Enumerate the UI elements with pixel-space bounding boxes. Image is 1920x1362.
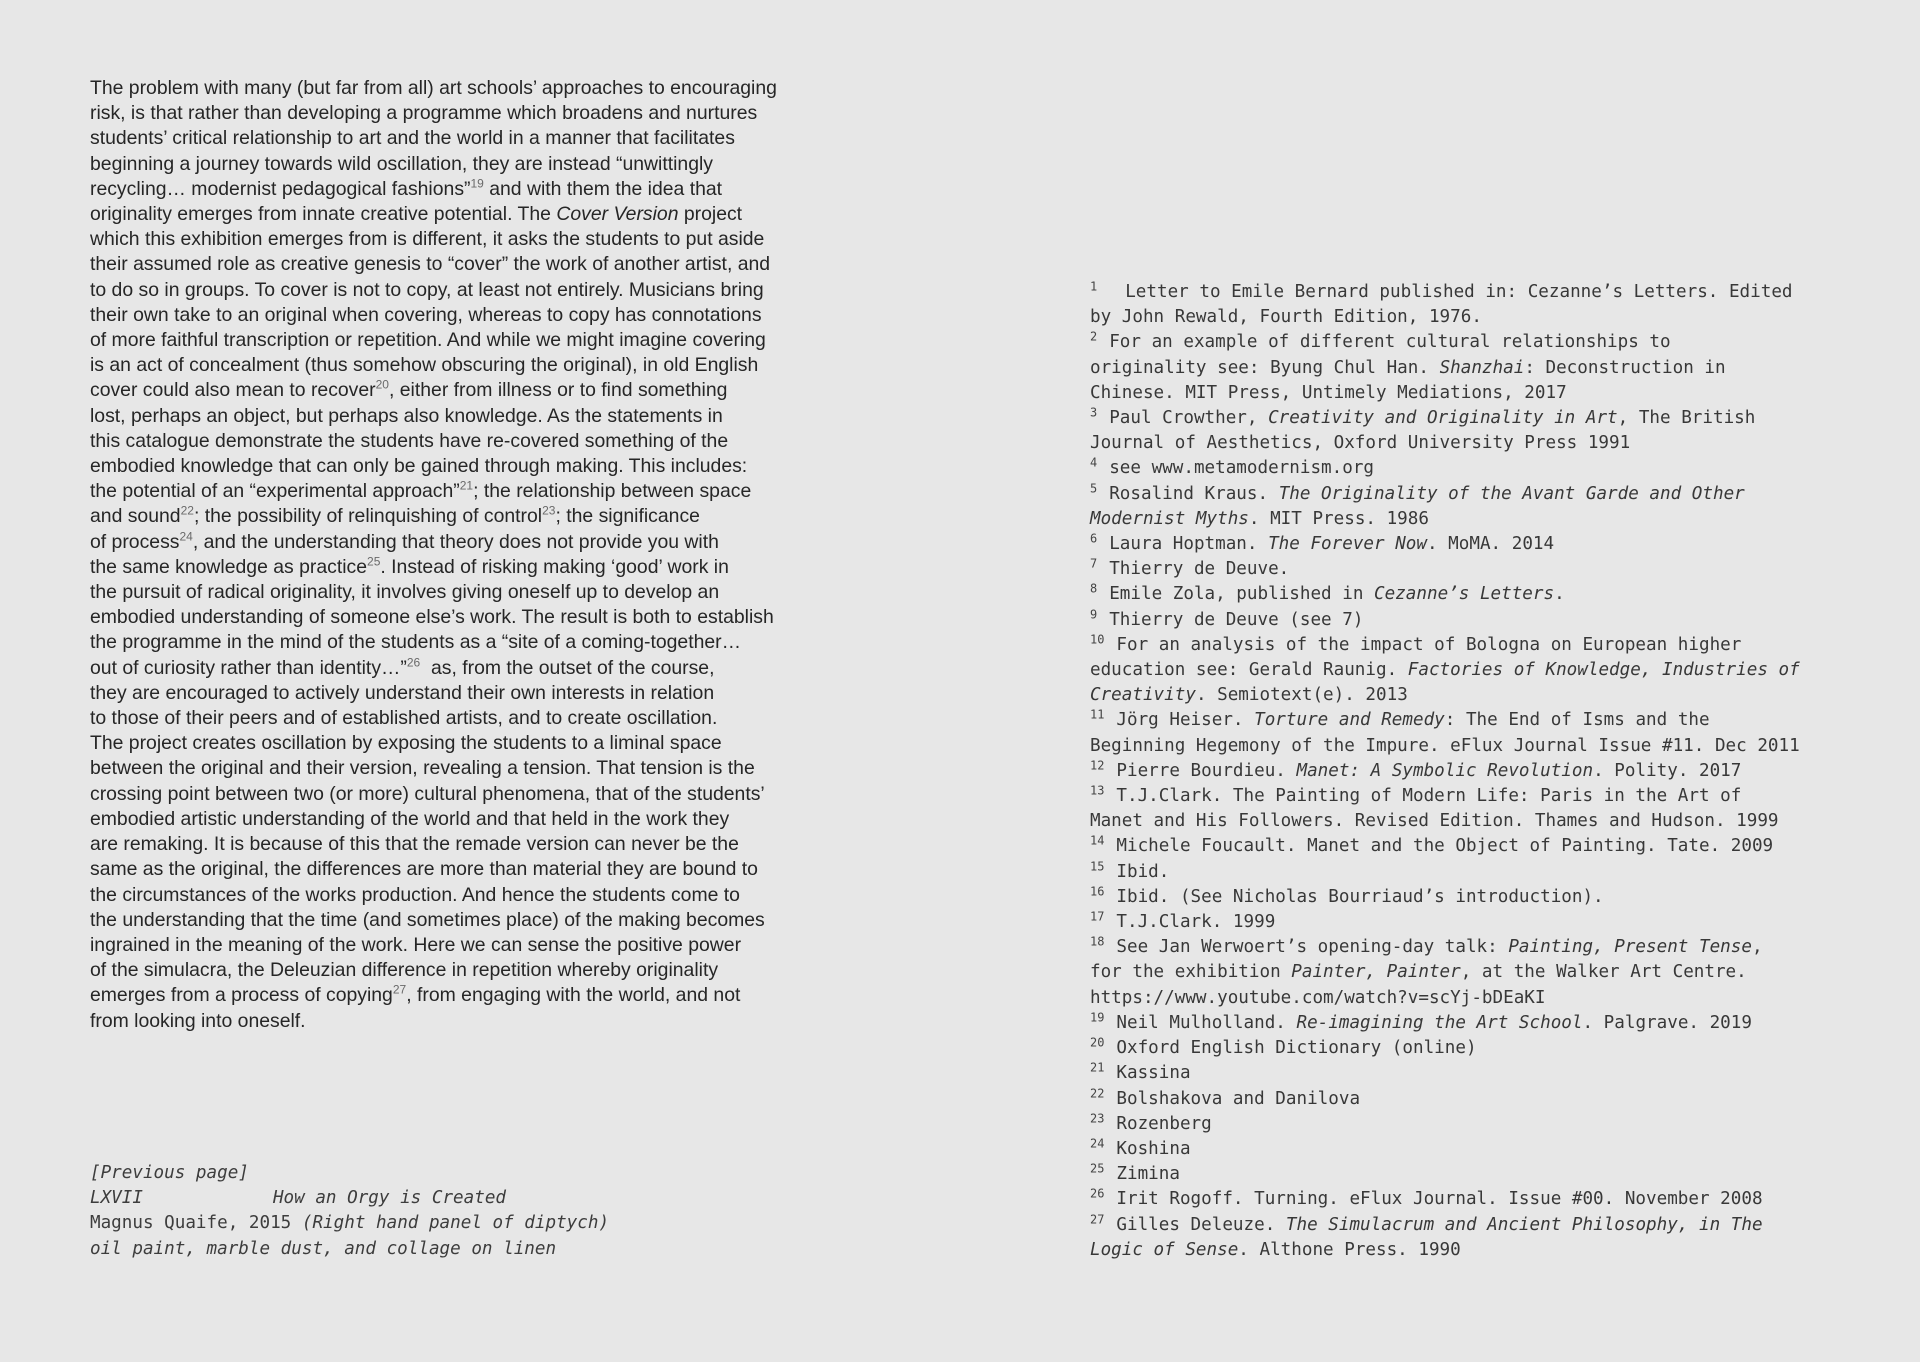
- essay-line: recycling… modernist pedagogical fashions”$^{19}$ and with them the idea that: [90, 176, 723, 200]
- footnotes-list: [1090, 280, 1890, 1263]
- essay-line: lost, perhaps an object, but perhaps also knowledge. As the statements in: [90, 404, 723, 427]
- essay-line: the pursuit of radical originality, it involves giving oneself up to develop an: [90, 581, 720, 604]
- essay-line: they are encouraged to actively understand their own interests in relation: [90, 681, 715, 704]
- image-caption: [90, 1161, 609, 1262]
- essay-line: out of curiosity rather than identity…”$^{26}$ as, from the outset of the course,: [90, 655, 715, 679]
- footnote-ref: 27: [392, 982, 407, 997]
- footnote: $^6$ Laura Hoptman. The Forever Now. MoMA. 2014: [1090, 531, 1555, 555]
- essay-line: beginning a journey towards wild oscillation, they are instead “unwittingly: [90, 152, 714, 175]
- essay-line: to those of their peers and of established artists, and to create oscillation.: [90, 707, 718, 730]
- essay-line: emerges from a process of copying$^{27}$, from engaging with the world, and not: [90, 982, 741, 1007]
- footnote-cont: Creativity. Semiotext(e). 2013: [1090, 685, 1408, 706]
- artwork-title: How an Orgy is Created: [272, 1188, 507, 1209]
- footnote-ref: 22: [180, 504, 194, 518]
- essay-line: The problem with many (but far from all) art schools’ approaches to encouraging: [90, 77, 777, 99]
- footnote: $^{11}$ Jörg Heiser. Torture and Remedy: The End of Isms and the: [1090, 707, 1710, 731]
- plate-number: LXVII: [90, 1188, 143, 1209]
- essay-line: of process$^{24}$, and the understanding that theory does not provide you with: [90, 529, 719, 553]
- essay-line: the programme in the mind of the students as a “site of a coming-together…: [90, 631, 741, 654]
- footnote: $^{25}$ Zimina: [1090, 1161, 1180, 1185]
- footnote-cont: for the exhibition Painter, Painter, at the Walker Art Centre.: [1090, 962, 1747, 983]
- footnote-ref: 19: [470, 176, 484, 191]
- essay-line: originality emerges from innate creative potential. The Cover Version project: [90, 203, 743, 226]
- essay-line: embodied artistic understanding of the world and that held in the work they: [90, 807, 730, 830]
- essay-line: students’ critical relationship to art and the world in a manner that facilitates: [90, 127, 735, 150]
- footnote: $^{27}$ Gilles Deleuze. The Simulacrum and Ancient Philosophy, in The: [1090, 1211, 1763, 1235]
- footnote: $^9$ Thierry de Deuve (see 7): [1090, 607, 1364, 630]
- essay-line: of more faithful transcription or repetition. And while we might imagine covering: [90, 329, 766, 352]
- footnote: $^{14}$ Michele Foucault. Manet and the Object of Painting. Tate. 2009: [1090, 833, 1774, 857]
- footnote-ref: 23: [542, 504, 556, 518]
- essay-line: The project creates oscillation by exposing the students to a liminal space: [90, 732, 722, 755]
- footnote: $^{15}$ Ibid.: [1090, 859, 1170, 882]
- essay-line: are remaking. It is because of this that the remade version can never be the: [90, 833, 739, 856]
- footnote: $^1$ Letter to Emile Bernard published in: Cezanne’s Letters. Edited: [1090, 279, 1793, 302]
- footnote-cont: Journal of Aesthetics, Oxford University Press 1991: [1090, 433, 1631, 454]
- footnote-cont: originality see: Byung Chul Han. Shanzhai: Deconstruction in: [1090, 357, 1726, 378]
- essay-line: the potential of an “experimental approach”$^{21}$; the relationship between space: [90, 478, 752, 503]
- project-title: Cover Version: [556, 203, 679, 226]
- essay-line: cover could also mean to recover$^{20}$, either from illness or to find something: [90, 377, 728, 402]
- footnote-cont: Modernist Myths. MIT Press. 1986: [1090, 508, 1429, 529]
- footnote-ref: 26: [406, 655, 421, 670]
- essay-line: this catalogue demonstrate the students have re-covered something of the: [90, 429, 729, 452]
- essay-line: embodied knowledge that can only be gained through making. This includes:: [90, 455, 748, 478]
- essay-line: is an act of concealment (thus somehow obscuring the original), in old English: [90, 354, 759, 377]
- caption-artist: Magnus Quaife, 2015 (Right hand panel of diptych): [90, 1213, 610, 1234]
- essay-line: crossing point between two (or more) cultural phenomena, that of the students’: [90, 782, 765, 805]
- essay-line: of the simulacra, the Deleuzian difference in repetition whereby originality: [90, 959, 719, 982]
- footnote: $^{18}$ See Jan Werwoert’s opening-day talk: Painting, Present Tense,: [1090, 934, 1763, 958]
- footnote: $^2$ For an example of different cultural relationships to: [1090, 329, 1671, 353]
- footnote: $^{24}$ Koshina: [1090, 1136, 1191, 1159]
- essay-line: their assumed role as creative genesis to “cover” the work of another artist, and: [90, 253, 771, 276]
- right-page: [960, 0, 1920, 1362]
- footnote: $^5$ Rosalind Kraus. The Originality of the Avant Garde and Other: [1090, 481, 1745, 504]
- caption-previous-page: [Previous page]: [90, 1163, 249, 1183]
- essay-line: between the original and their version, revealing a tension. That tension is the: [90, 757, 755, 780]
- footnote-cont: Logic of Sense. Althone Press. 1990: [1090, 1239, 1461, 1260]
- footnote: $^{16}$ Ibid. (See Nicholas Bourriaud’s introduction).: [1090, 884, 1604, 907]
- footnote-ref: 20: [375, 377, 389, 392]
- essay-line: from looking into oneself.: [90, 1009, 306, 1032]
- footnote-ref: 25: [367, 554, 381, 569]
- essay-line: and sound$^{22}$; the possibility of relinquishing of control$^{23}$; the significance: [90, 504, 700, 528]
- footnote: $^{21}$ Kassina: [1090, 1060, 1191, 1084]
- footnote-cont: Beginning Hegemony of the Impure. eFlux Journal Issue #11. Dec 2011: [1090, 735, 1800, 756]
- footnote: $^4$ see www.metamodernism.org: [1090, 455, 1375, 479]
- footnote: $^7$ Thierry de Deuve.: [1090, 556, 1290, 580]
- footnote: $^8$ Emile Zola, published in Cezanne’s Letters.: [1090, 581, 1565, 605]
- essay-line: the circumstances of the works production. And hence the students come to: [90, 883, 740, 906]
- essay-line: to do so in groups. To cover is not to copy, at least not entirely. Musicians bring: [90, 278, 764, 301]
- footnote-cont: Manet and His Followers. Revised Edition. Thames and Hudson. 1999: [1090, 811, 1779, 832]
- footnote: $^{26}$ Irit Rogoff. Turning. eFlux Journal. Issue #00. November 2008: [1090, 1186, 1763, 1210]
- essay-body: [90, 76, 840, 1034]
- essay-line: same as the original, the differences are more than material they are bound to: [90, 858, 758, 881]
- essay-line: embodied understanding of someone else’s work. The result is both to establish: [90, 606, 774, 629]
- caption-medium: oil paint, marble dust, and collage on linen: [90, 1238, 557, 1259]
- essay-line: which this exhibition emerges from is different, it asks the students to put aside: [90, 228, 765, 251]
- footnote: $^{23}$ Rozenberg: [1090, 1111, 1212, 1134]
- footnote-cont: by John Rewald, Fourth Edition, 1976.: [1090, 307, 1482, 328]
- essay-line: the same knowledge as practice$^{25}$. Instead of risking making ‘good’ work in: [90, 554, 729, 578]
- footnote: $^{10}$ For an analysis of the impact of Bologna on European higher: [1090, 632, 1742, 655]
- footnote: $^{12}$ Pierre Bourdieu. Manet: A Symbolic Revolution. Polity. 2017: [1090, 758, 1742, 781]
- footnote: $^{13}$ T.J.Clark. The Painting of Modern Life: Paris in the Art of: [1090, 783, 1742, 807]
- footnote: $^3$ Paul Crowther, Creativity and Originality in Art, The British: [1090, 405, 1756, 429]
- footnote-cont: education see: Gerald Raunig. Factories of Knowledge, Industries of: [1090, 660, 1800, 681]
- footnote-ref: 24: [179, 529, 193, 544]
- essay-line: the understanding that the time (and sometimes place) of the making becomes: [90, 908, 765, 931]
- essay-line: ingrained in the meaning of the work. Here we can sense the positive power: [90, 933, 742, 956]
- footnote: $^{22}$ Bolshakova and Danilova: [1090, 1085, 1361, 1109]
- footnote-cont: Chinese. MIT Press, Untimely Mediations, 2017: [1090, 382, 1567, 403]
- footnote: $^{20}$ Oxford English Dictionary (online): [1090, 1035, 1477, 1059]
- essay-line: risk, is that rather than developing a programme which broadens and nurtures: [90, 102, 758, 125]
- footnote-ref: 21: [459, 478, 474, 493]
- caption-plate-title: [90, 1186, 609, 1211]
- footnote: $^{19}$ Neil Mulholland. Re-imagining the Art School. Palgrave. 2019: [1090, 1010, 1752, 1033]
- footnote-url[interactable]: https://www.youtube.com/watch?v=scYj-bDEaKI: [1090, 987, 1546, 1008]
- essay-line: their own take to an original when covering, whereas to copy has connotations: [90, 303, 762, 326]
- footnote: $^{17}$ T.J.Clark. 1999: [1090, 909, 1276, 933]
